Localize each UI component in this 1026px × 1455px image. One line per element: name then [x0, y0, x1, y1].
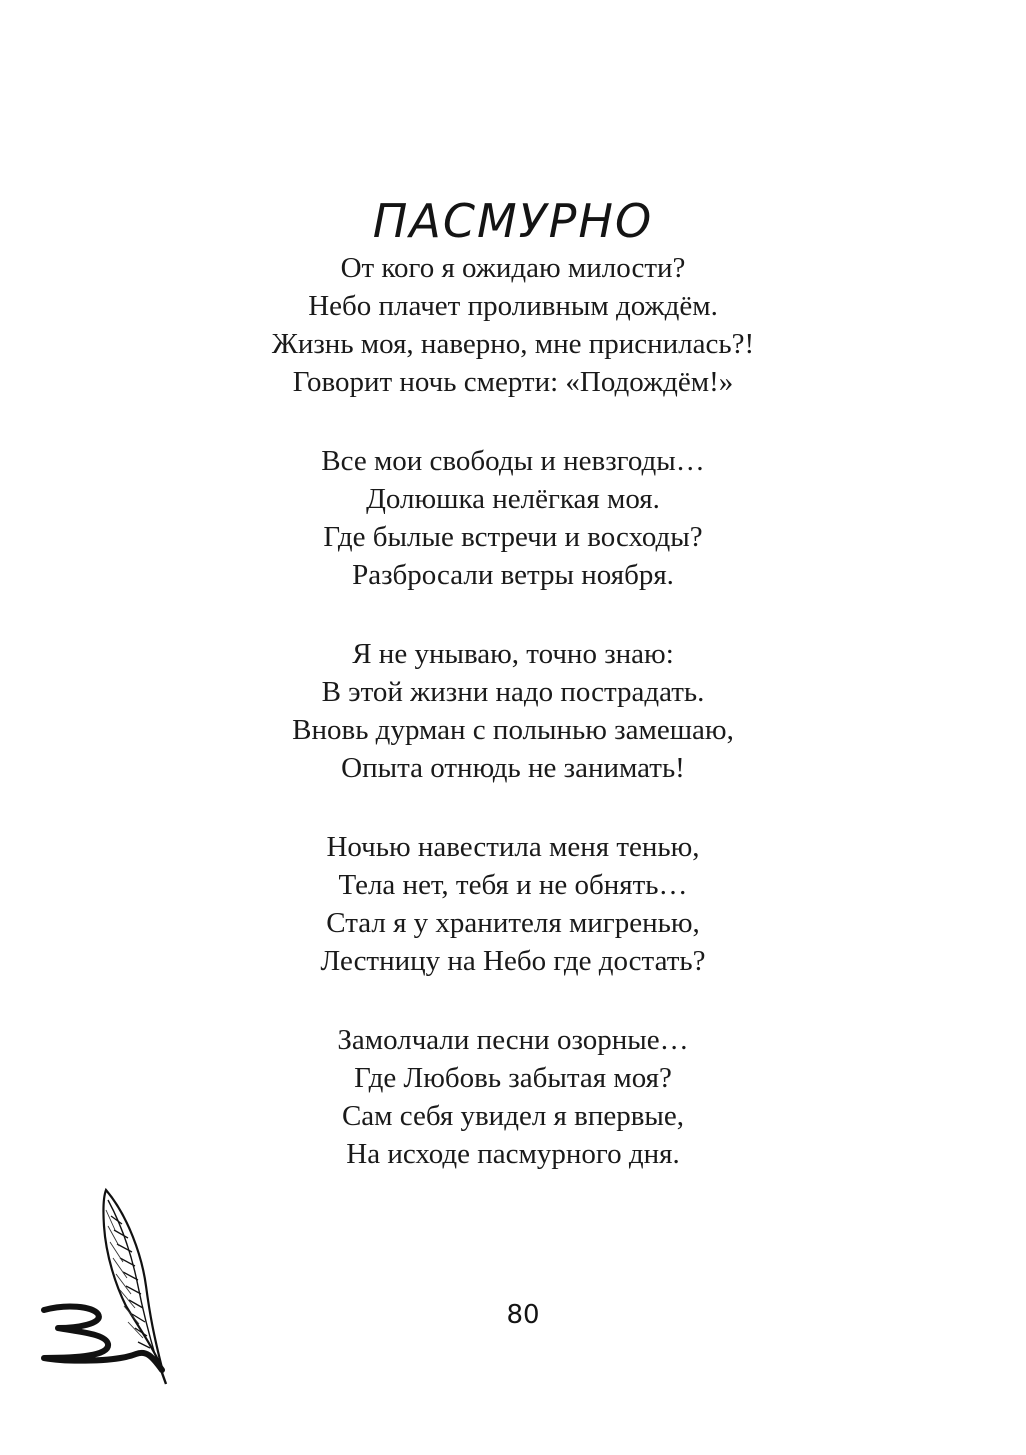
poem-line: Где былые встречи и восходы? [323, 521, 703, 553]
poem-line: Небо плачет проливным дождём. [308, 290, 718, 322]
poem-body [0, 249, 1026, 1214]
poem-line: На исходе пасмурного дня. [346, 1138, 680, 1170]
quill-icon [36, 1186, 171, 1386]
poem-line: Вновь дурман с полынью замешаю, [292, 714, 734, 746]
poem-title: ПАСМУРНО [372, 193, 654, 248]
stanza-3 [0, 635, 1026, 787]
poem-line: Стал я у хранителя мигренью, [326, 907, 700, 939]
stanza-4 [0, 828, 1026, 980]
poem-line: Долюшка нелёгкая моя. [366, 483, 660, 515]
page-number: 80 [506, 1300, 540, 1330]
poem-line: Сам себя увидел я впервые, [341, 1100, 685, 1132]
stanza-1 [0, 249, 1026, 401]
stanza-5 [0, 1021, 1026, 1173]
poem-line: Ночью навестила меня тенью, [326, 831, 700, 863]
poem-line: Тела нет, тебя и не обнять… [338, 869, 688, 901]
poem-line: В этой жизни надо пострадать. [321, 676, 705, 708]
poem-line: Жизнь моя, наверно, мне приснилась?! [271, 328, 755, 360]
poem-line: Я не унываю, точно знаю: [352, 638, 674, 670]
poem-line: Где Любовь забытая моя? [354, 1062, 672, 1094]
poem-line: От кого я ожидаю милости? [340, 252, 686, 284]
poem-line: Опыта отнюдь не занимать! [341, 752, 685, 784]
poem-line: Лестницу на Небо где достать? [320, 945, 706, 977]
poem-line: Все мои свободы и невзгоды… [321, 445, 705, 477]
stanza-2 [0, 442, 1026, 594]
poem-line: Говорит ночь смерти: «Подождём!» [292, 366, 734, 398]
poem-line: Разбросали ветры ноября. [352, 559, 674, 591]
poem-line: Замолчали песни озорные… [337, 1024, 689, 1056]
